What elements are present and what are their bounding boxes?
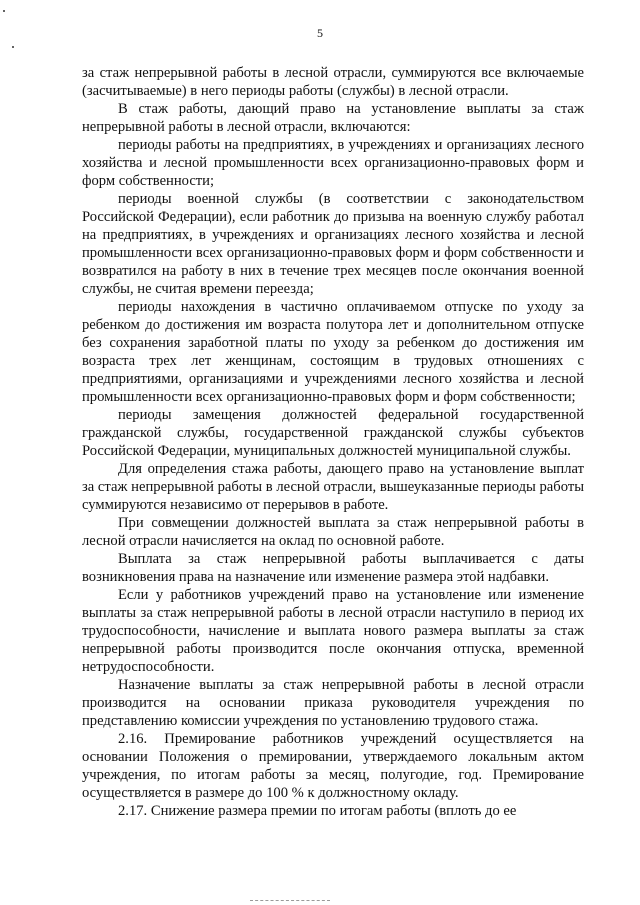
paragraph: При совмещении должностей выплата за стаж непрерывной работы в лесной отрасли начисляется на оклад по основной работе. xyxy=(82,515,584,549)
paragraph: В стаж работы, дающий право на установление выплаты за стаж непрерывной работы в лесной отрасли, включаются: xyxy=(82,101,584,135)
paragraph: за стаж непрерывной работы в лесной отрасли, суммируются все включаемые (засчитываемые) в него периоды работы (службы) в лесной отрасли. xyxy=(82,65,584,99)
paragraph: Если у работников учреждений право на установление или изменение выплаты за стаж непрерывной работы в лесной отрасли наступило в период их трудоспособности, начисление и выплата нового размера выплаты за стаж непрерывной работы производится после окончания отпуска, временной нетрудоспособности. xyxy=(82,587,584,675)
section-2-16: 2.16. Премирование работников учреждений осуществляется на основании Положения о премировании, утверждаемого локальным актом учреждения, по итогам работы за месяц, полугодие, год. Премирование осуществляется в размере до 100 % к должностному окладу. xyxy=(82,731,584,801)
list-item: периоды работы на предприятиях, в учреждениях и организациях лесного хозяйства и лесной промышленности всех организационно-правовых форм и форм собственности; xyxy=(82,137,584,189)
paragraph: Выплата за стаж непрерывной работы выплачивается с даты возникновения права на назначение или изменение размера этой надбавки. xyxy=(82,551,584,585)
section-2-17: 2.17. Снижение размера премии по итогам работы (вплоть до ее xyxy=(118,803,517,819)
scan-artifact xyxy=(250,900,330,904)
page-number: 5 xyxy=(317,26,323,40)
list-item: периоды военной службы (в соответствии с законодательством Российской Федерации), если работник до призыва на военную службу работал на предприятиях, в учреждениях и организациях лесного хозяйства и лесной промышленности всех организационно-правовых форм и форм собственности и возвратился на работу в них в течение трех месяцев после окончания военной службы, не считая времени переезда; xyxy=(82,191,584,297)
list-item: периоды нахождения в частично оплачиваемом отпуске по уходу за ребенком до достижения им возраста полутора лет и дополнительном отпуске без сохранения заработной платы по уходу за ребенком до достижения им возраста трех лет женщинам, состоящим в трудовых отношениях с предприятиями, организациями и учреждениями лесного хозяйства и лесной промышленности всех организационно-правовых форм и форм собственности; xyxy=(82,299,584,405)
list-item: периоды замещения должностей федеральной государственной гражданской службы, государственной гражданской службы субъектов Российской Федерации, муниципальных должностей муниципальной службы. xyxy=(82,407,584,459)
document-body xyxy=(82,64,584,820)
paragraph: Назначение выплаты за стаж непрерывной работы в лесной отрасли производится на основании приказа руководителя учреждения по представлению комиссии учреждения по установлению трудового стажа. xyxy=(82,677,584,729)
scan-speck xyxy=(12,46,14,48)
scan-speck xyxy=(3,10,5,12)
paragraph: Для определения стажа работы, дающего право на установление выплат за стаж непрерывной работы в лесной отрасли, вышеуказанные периоды работы суммируются независимо от перерывов в работе. xyxy=(82,461,584,513)
